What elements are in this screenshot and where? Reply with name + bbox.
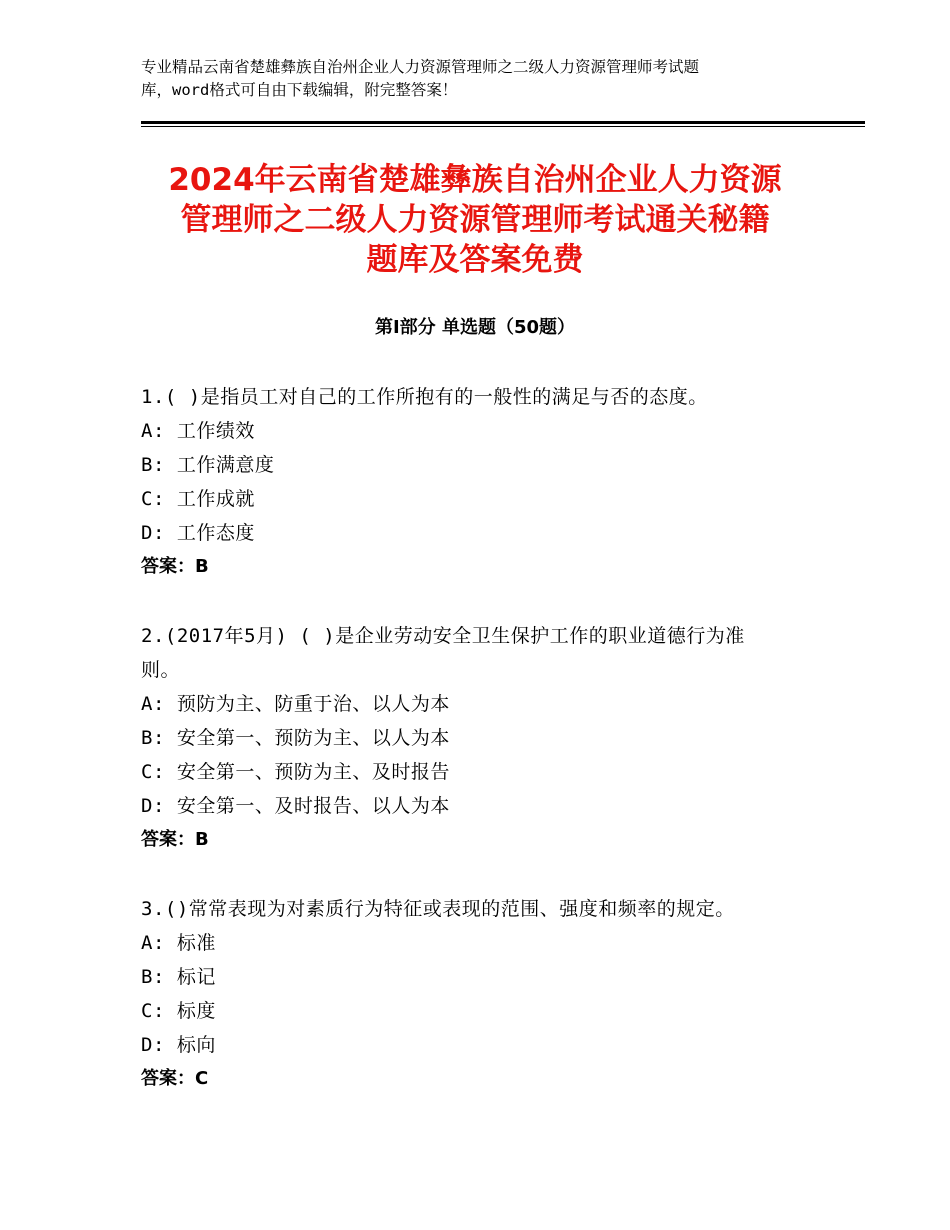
question-stem: 3.()常常表现为对素质行为特征或表现的范围、强度和频率的规定。	[141, 898, 735, 920]
option-d: D: 工作态度	[141, 522, 255, 544]
option-c: C: 工作成就	[141, 488, 255, 510]
document-title	[120, 160, 830, 280]
question-stem: 2.(2017年5月) ( )是企业劳动安全卫生保护工作的职业道德行为准	[141, 625, 745, 647]
header-note	[141, 56, 831, 102]
section-title: 第Ⅰ部分 单选题（50题）	[374, 317, 575, 338]
answer: 答案：C	[141, 1068, 209, 1089]
option-a: A: 预防为主、防重于治、以人为本	[141, 693, 450, 715]
header-divider-thick	[141, 121, 865, 124]
question-stem-continued: 则。	[141, 659, 181, 681]
header-note-line: 专业精品云南省楚雄彝族自治州企业人力资源管理师之二级人力资源管理师考试题	[141, 58, 700, 76]
header-divider-thin	[141, 126, 865, 127]
option-d: D: 安全第一、及时报告、以人为本	[141, 795, 450, 817]
header-note-line: 库，word格式可自由下载编辑，附完整答案！	[141, 81, 458, 99]
document-title-line: 管理师之二级人力资源管理师考试通关秘籍	[180, 202, 770, 238]
answer: 答案：B	[141, 829, 209, 850]
option-d: D: 标向	[141, 1034, 216, 1056]
question-stem: 1.( )是指员工对自己的工作所抱有的一般性的满足与否的态度。	[141, 386, 708, 408]
option-b: B: 标记	[141, 966, 216, 988]
document-title-line: 题库及答案免费	[366, 242, 584, 278]
answer: 答案：B	[141, 556, 209, 577]
option-c: C: 标度	[141, 1000, 216, 1022]
document-title-line: 2024年云南省楚雄彝族自治州企业人力资源	[168, 162, 782, 198]
option-a: A: 标准	[141, 932, 216, 954]
option-c: C: 安全第一、预防为主、及时报告	[141, 761, 450, 783]
option-b: B: 工作满意度	[141, 454, 275, 476]
option-b: B: 安全第一、预防为主、以人为本	[141, 727, 450, 749]
option-a: A: 工作绩效	[141, 420, 255, 442]
